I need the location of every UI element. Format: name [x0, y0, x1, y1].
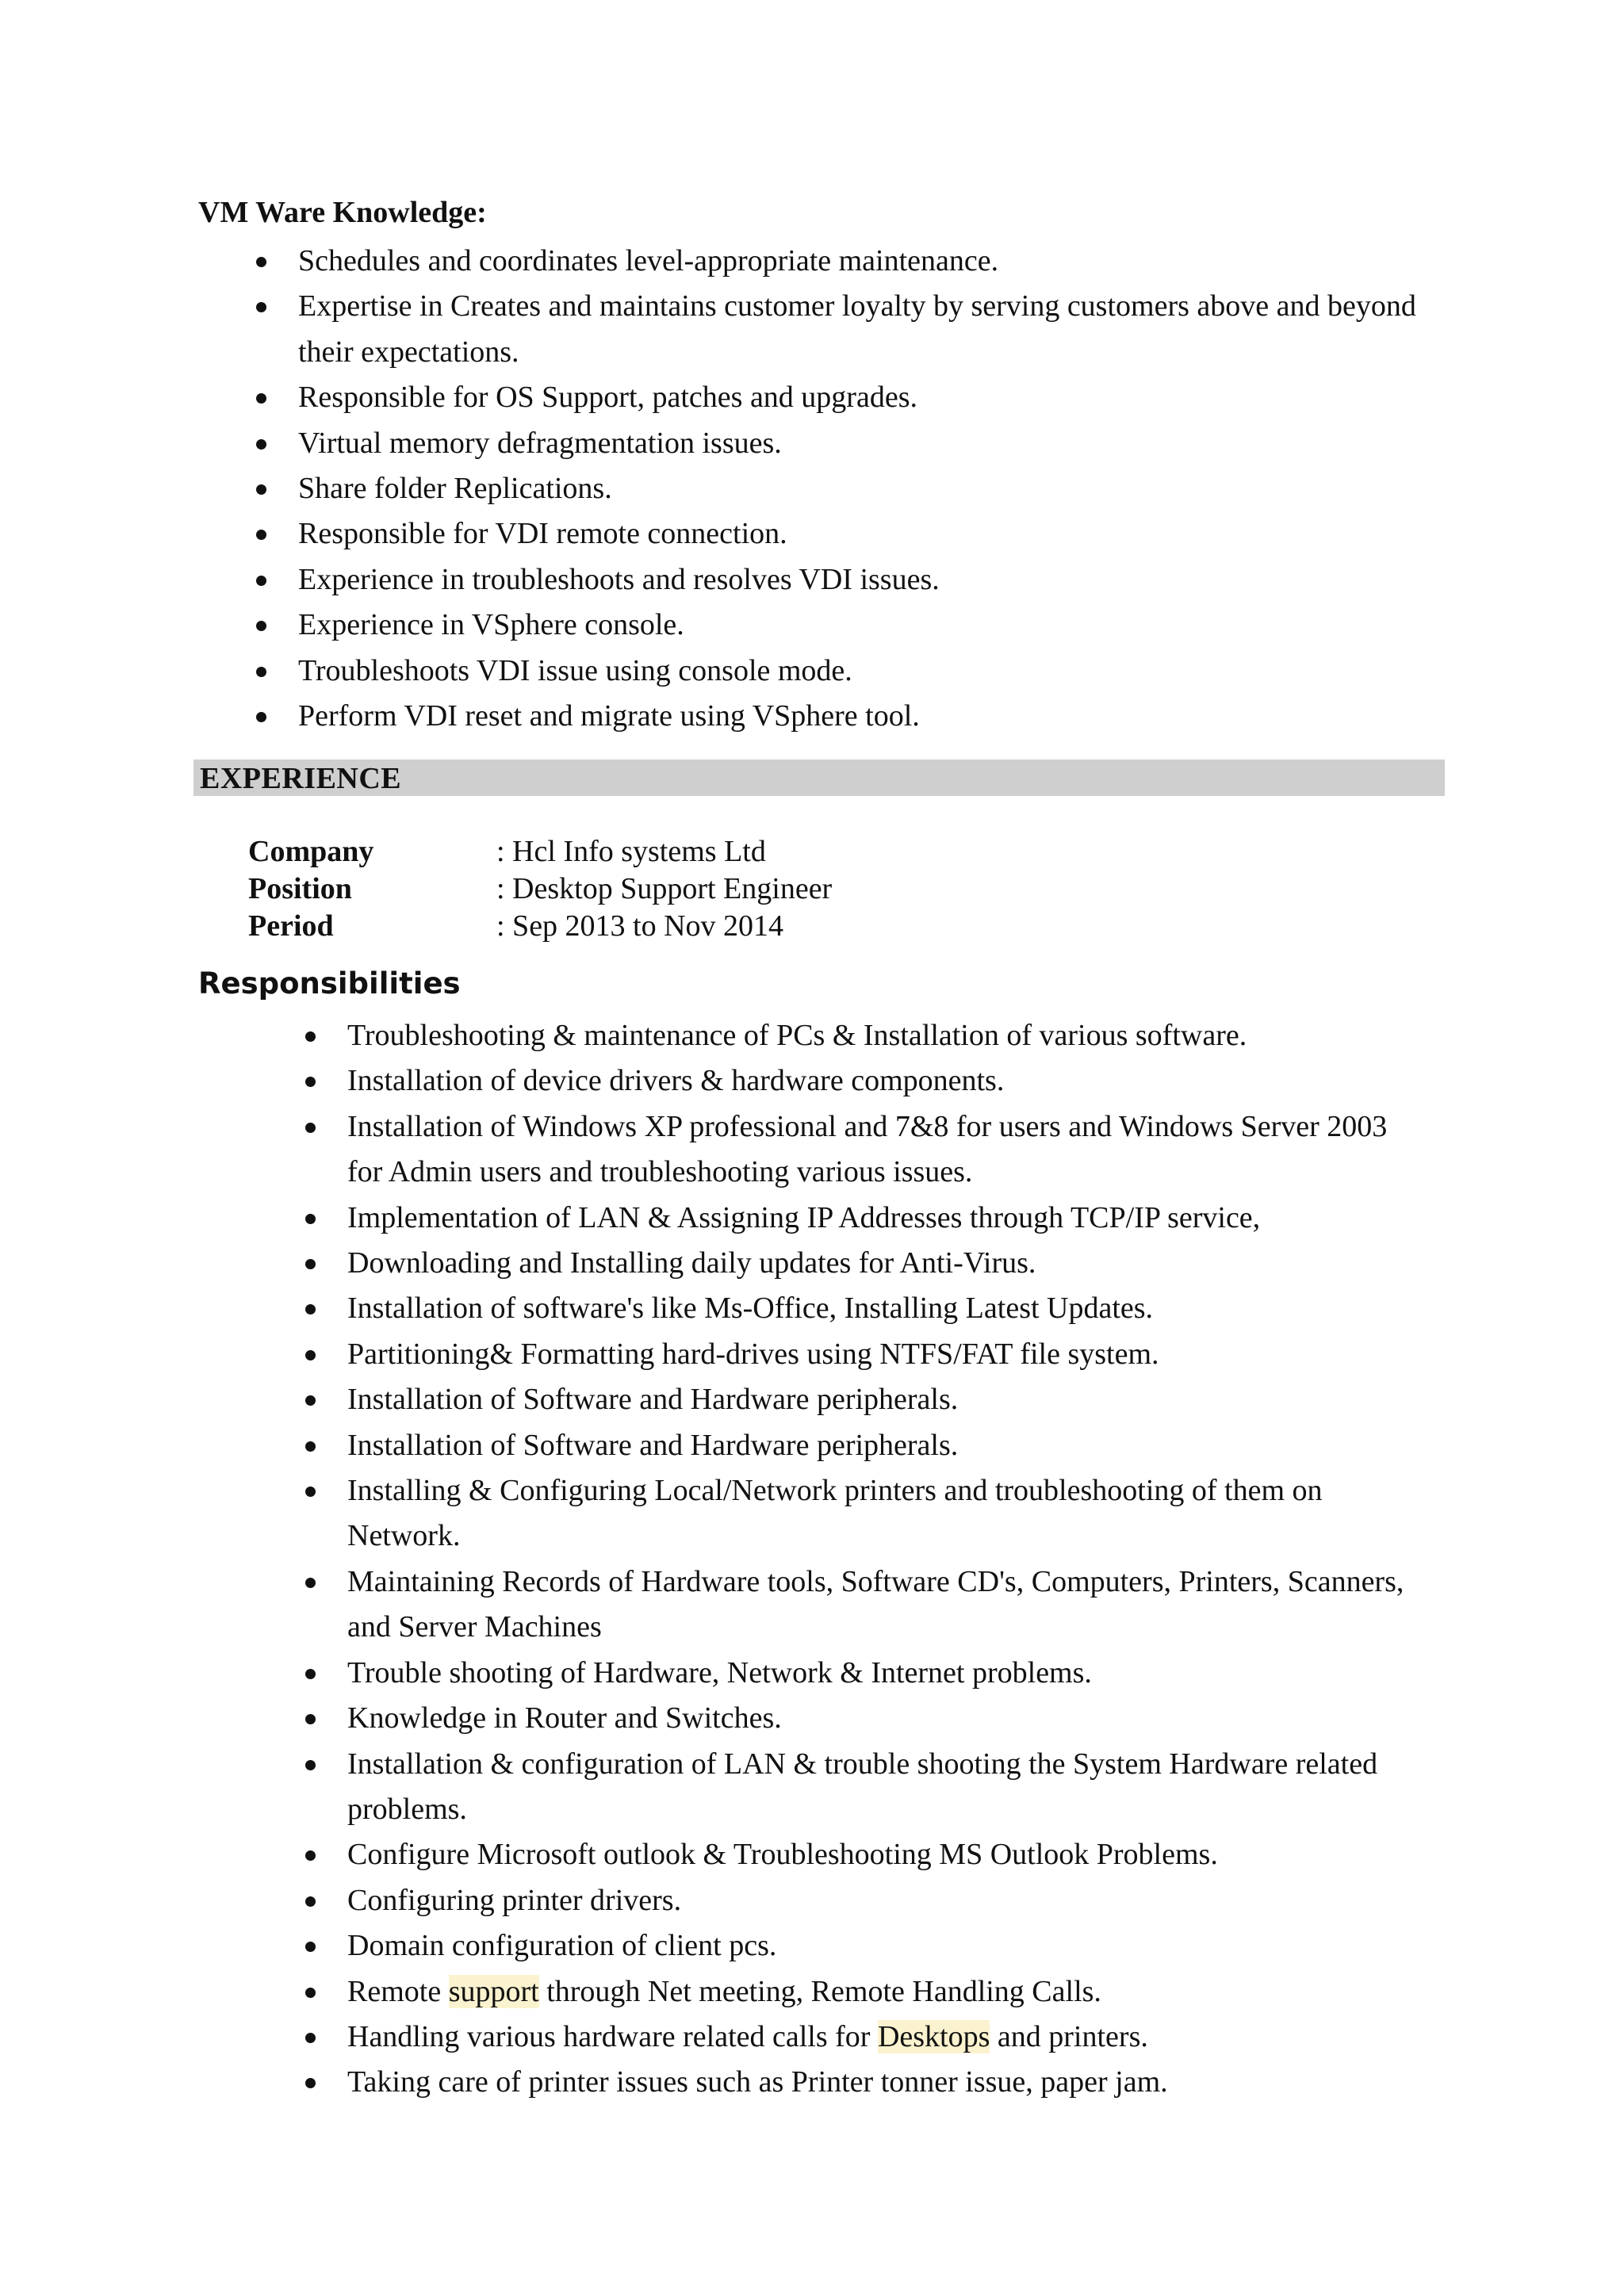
bullet-icon: [305, 1031, 316, 1042]
company-label: Company: [248, 835, 374, 868]
bullet-icon: [256, 576, 266, 586]
list-item: Experience in troubleshoots and resolves VDI issues.: [298, 557, 1418, 603]
list-item: Taking care of printer issues such as Printer tonner issue, paper jam.: [347, 2060, 1426, 2105]
period-value: : Sep 2013 to Nov 2014: [496, 909, 784, 943]
bullet-icon: [256, 393, 266, 404]
bullet-icon: [305, 1578, 316, 1588]
highlighted-word: Desktops: [877, 2019, 990, 2053]
responsibilities-heading: Responsibilities: [198, 966, 461, 1001]
experience-section-bar: [193, 760, 1445, 796]
list-item: Configuring printer drivers.: [347, 1878, 1426, 1923]
list-item: Trouble shooting of Hardware, Network & Internet problems.: [347, 1651, 1426, 1696]
list-item: Domain configuration of client pcs.: [347, 1923, 1426, 1969]
list-item: Maintaining Records of Hardware tools, Software CD's, Computers, Printers, Scanners, and Server Machines: [347, 1559, 1426, 1651]
list-item: Perform VDI reset and migrate using VSphere tool.: [298, 694, 1418, 739]
list-item: Responsible for OS Support, patches and upgrades.: [298, 375, 1418, 420]
bullet-icon: [305, 1760, 316, 1770]
bullet-icon: [305, 2078, 316, 2088]
list-item: Configure Microsoft outlook & Troubleshooting MS Outlook Problems.: [347, 1832, 1426, 1877]
list-item: Installation of device drivers & hardware components.: [347, 1058, 1426, 1104]
list-item: Installation of Software and Hardware peripherals.: [347, 1423, 1426, 1468]
list-item: Troubleshoots VDI issue using console mode.: [298, 649, 1418, 694]
experience-heading: EXPERIENCE: [200, 762, 402, 795]
bullet-icon: [305, 1304, 316, 1314]
list-item: Share folder Replications.: [298, 466, 1418, 511]
company-value: : Hcl Info systems Ltd: [496, 835, 766, 868]
highlighted-word: support: [448, 1974, 539, 2008]
vm-ware-list: [298, 239, 1418, 739]
bullet-icon: [305, 1850, 316, 1861]
bullet-icon: [305, 1896, 316, 1907]
list-item: Partitioning& Formatting hard-drives using NTFS/FAT file system.: [347, 1332, 1426, 1377]
bullet-icon: [256, 257, 266, 267]
list-item: Installing & Configuring Local/Network printers and troubleshooting of them on Network.: [347, 1468, 1426, 1559]
bullet-icon: [305, 1395, 316, 1406]
list-item: Schedules and coordinates level-appropriate maintenance.: [298, 239, 1418, 284]
bullet-icon: [305, 1259, 316, 1269]
list-item: Installation of Software and Hardware peripherals.: [347, 1377, 1426, 1422]
position-label: Position: [248, 872, 352, 905]
list-item: Remote support through Net meeting, Remote Handling Calls.: [347, 1969, 1426, 2015]
list-item: Virtual memory defragmentation issues.: [298, 421, 1418, 466]
list-item: Implementation of LAN & Assigning IP Addresses through TCP/IP service,: [347, 1196, 1426, 1241]
bullet-icon: [256, 712, 266, 722]
bullet-icon: [305, 1123, 316, 1133]
bullet-icon: [305, 1487, 316, 1497]
period-label: Period: [248, 909, 334, 943]
bullet-icon: [256, 667, 266, 677]
bullet-icon: [256, 484, 266, 495]
bullet-icon: [305, 1988, 316, 1998]
list-item: Experience in VSphere console.: [298, 603, 1418, 648]
bullet-icon: [305, 1714, 316, 1724]
list-item: Installation of software's like Ms-Office, Installing Latest Updates.: [347, 1286, 1426, 1331]
list-item: Troubleshooting & maintenance of PCs & Installation of various software.: [347, 1013, 1426, 1058]
bullet-icon: [256, 439, 266, 450]
bullet-icon: [305, 1350, 316, 1360]
bullet-icon: [305, 1669, 316, 1679]
responsibilities-list: [347, 1013, 1426, 2106]
bullet-icon: [305, 1441, 316, 1452]
vm-ware-heading: VM Ware Knowledge:: [198, 196, 487, 229]
position-value: : Desktop Support Engineer: [496, 872, 833, 905]
bullet-icon: [305, 1214, 316, 1224]
list-item: Expertise in Creates and maintains customer loyalty by serving customers above and beyond their expectations.: [298, 284, 1418, 375]
list-item: Handling various hardware related calls for Desktops and printers.: [347, 2015, 1426, 2060]
bullet-icon: [256, 530, 266, 540]
list-item: Knowledge in Router and Switches.: [347, 1696, 1426, 1741]
list-item: Downloading and Installing daily updates for Anti-Virus.: [347, 1241, 1426, 1286]
bullet-icon: [305, 1077, 316, 1087]
bullet-icon: [305, 2033, 316, 2043]
list-item: Installation of Windows XP professional and 7&8 for users and Windows Server 2003 for Admin users and troubleshooting various issues.: [347, 1104, 1426, 1196]
bullet-icon: [256, 302, 266, 312]
list-item: Installation & configuration of LAN & trouble shooting the System Hardware related problems.: [347, 1742, 1426, 1833]
list-item: Responsible for VDI remote connection.: [298, 511, 1418, 557]
bullet-icon: [305, 1942, 316, 1952]
bullet-icon: [256, 621, 266, 631]
